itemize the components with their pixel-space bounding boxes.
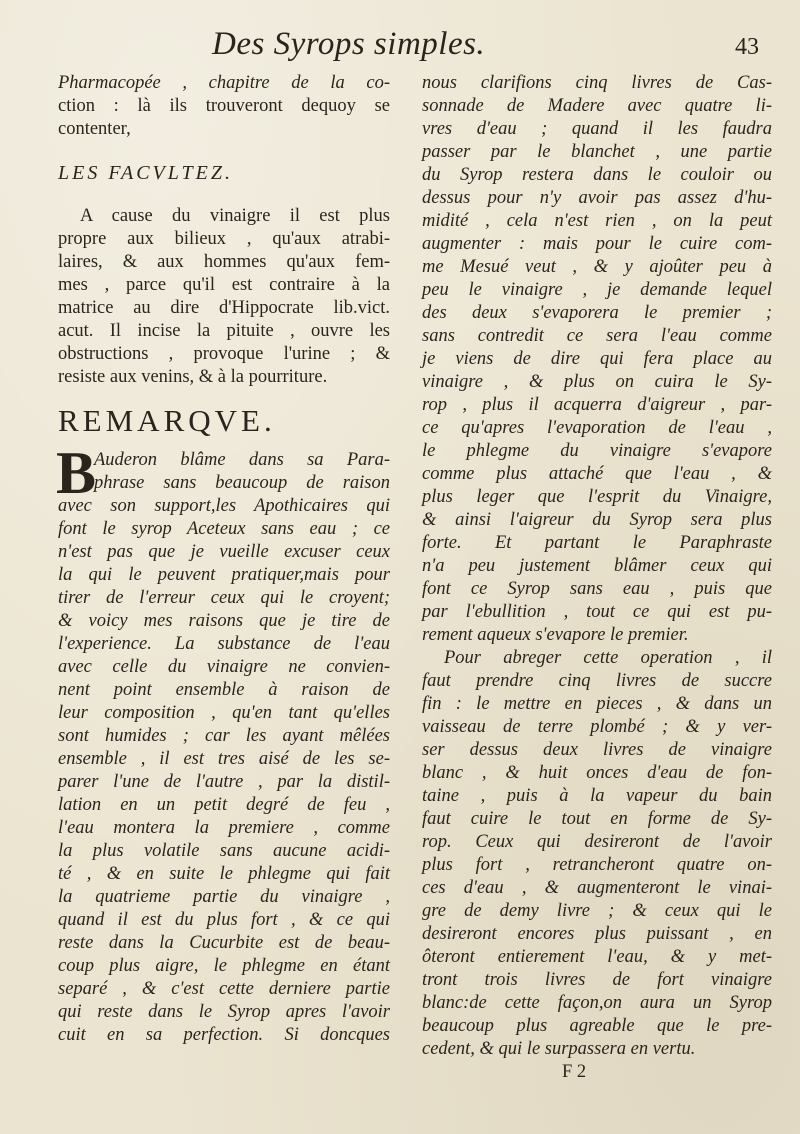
text-line: coup plus aigre, le phlegme en étant: [58, 956, 390, 976]
page-number: 43: [735, 34, 759, 60]
text-line: matrice au dire d'Hippocrate lib.vict.: [58, 298, 390, 318]
text-line: l'experience. La substance de l'eau: [58, 634, 390, 654]
text-line: té , & en suite le phlegme qui fait: [58, 864, 390, 884]
section-heading-facultez: LES FACVLTEZ.: [58, 162, 233, 184]
text-line: ôteront entierement l'eau, & y met-: [422, 947, 772, 967]
text-line: resiste aux venins, & à la pourriture.: [58, 367, 328, 387]
text-line: nent point ensemble à raison de: [58, 680, 390, 700]
text-line: taine , puis à la vapeur du bain: [422, 786, 772, 806]
text-line: forte. Et partant le Paraphraste: [422, 533, 772, 553]
text-line: sont humides ; car les ayant mêlées: [58, 726, 390, 746]
text-line: la quatrieme partie du vinaigre ,: [58, 887, 390, 907]
text-line: ensemble , il est tres aisé de les se-: [58, 749, 390, 769]
right-column: [422, 72, 772, 1084]
text-line: plus fort , retrancheront quatre on-: [422, 855, 772, 875]
remarque-continuation: [422, 72, 772, 647]
text-line: qui reste dans le Syrop apres l'avoir: [58, 1002, 390, 1022]
text-line: contenter,: [58, 119, 131, 139]
text-line: fin : le mettre en pieces , & dans un: [422, 694, 772, 714]
text-line: cuit en sa perfection. Si doncques: [58, 1025, 390, 1045]
text-line: cedent, & qui le surpassera en vertu.: [422, 1039, 696, 1059]
signature-mark: F 2: [562, 1062, 587, 1082]
text-line: font ce Syrop sans eau , puis que: [422, 579, 772, 599]
abreger-paragraph: [422, 647, 772, 1061]
text-line: beaucoup plus agreable que le pre-: [422, 1016, 772, 1036]
text-line: du Syrop restera dans le couloir ou: [422, 165, 772, 185]
text-line: l'eau montera la premiere , comme: [58, 818, 390, 838]
text-line: propre aux bilieux , qu'aux atrabi-: [58, 229, 390, 249]
text-line: nous clarifions cinq livres de Cas-: [422, 73, 772, 93]
text-line: je viens de dire qui fera place au: [422, 349, 772, 369]
intro-paragraph: [58, 72, 390, 141]
text-line: me Mesué veut , & y ajoûter peu à: [422, 257, 772, 277]
text-line: & ainsi l'aigreur du Syrop sera plus: [422, 510, 772, 530]
text-line: Auderon blâme dans sa Para-: [94, 450, 390, 470]
text-line: leur composition , qu'en tant qu'elles: [58, 703, 390, 723]
text-line: desireront encores plus puissant , en: [422, 924, 772, 944]
text-line: par l'ebullition , tout ce qui est pu-: [422, 602, 772, 622]
text-line: rop , plus il acquerra d'aigreur , par-: [422, 395, 772, 415]
remarque-paragraph: [56, 440, 390, 1047]
text-line: dessus pour n'y avoir pas assez d'hu-: [422, 188, 772, 208]
facultez-paragraph: [58, 205, 390, 389]
text-line: faut prendre cinq livres de succre: [422, 671, 772, 691]
text-line: le phlegme du vinaigre s'evapore: [422, 441, 772, 461]
text-line: sans contredit ce sera l'eau comme: [422, 326, 772, 346]
running-head: [0, 26, 800, 70]
text-line: peu le vinaigre , je demande lequel: [422, 280, 772, 300]
text-line: laires, & aux hommes qu'aux fem-: [58, 252, 390, 272]
text-line: vres d'eau ; quand il les faudra: [422, 119, 772, 139]
text-line: ction : là ils trouveront dequoy se: [58, 96, 390, 116]
text-line: separé , & c'est cette derniere partie: [58, 979, 390, 999]
text-line: gre de demy livre ; & ceux qui le: [422, 901, 772, 921]
text-line: avec celle du vinaigre ne convien-: [58, 657, 390, 677]
text-line: Pharmacopée , chapitre de la co-: [58, 73, 390, 93]
text-line: ser dessus deux livres de vinaigre: [422, 740, 772, 760]
text-line: plus leger que l'esprit du Vinaigre,: [422, 487, 772, 507]
drop-cap: B: [56, 440, 97, 506]
text-line: quand il est du plus fort , & ce qui: [58, 910, 390, 930]
text-line: midité , cela n'est rien , on la peut: [422, 211, 772, 231]
text-line: comme plus attaché que l'eau , &: [422, 464, 772, 484]
text-line: passer par le blanchet , une partie: [422, 142, 772, 162]
text-line: rement aqueux s'evapore le premier.: [422, 625, 689, 645]
text-line: parer l'une de l'autre , par la distil-: [58, 772, 390, 792]
text-line: augmenter : mais pour le cuire com-: [422, 234, 772, 254]
text-line: des deux s'evaporera le premier ;: [422, 303, 772, 323]
text-line: A cause du vinaigre il est plus: [80, 206, 390, 226]
text-line: obstructions , provoque l'urine ; &: [58, 344, 390, 364]
text-line: faut cuire le tout en forme de Sy-: [422, 809, 772, 829]
text-line: tirer de l'erreur ceux qui le croyent;: [58, 588, 390, 608]
text-line: ce qu'apres l'evaporation de l'eau ,: [422, 418, 772, 438]
text-line: avec son support,les Apothicaires qui: [58, 496, 390, 516]
text-line: vaisseau de terre plombé ; & y ver-: [422, 717, 772, 737]
text-line: n'a peu justement blâmer ceux qui: [422, 556, 772, 576]
text-line: mes , parce qu'il est contraire à la: [58, 275, 390, 295]
section-heading-remarque: REMARQVE.: [58, 403, 276, 438]
text-line: blanc , & huit onces d'eau de fon-: [422, 763, 772, 783]
text-line: Pour abreger cette operation , il: [444, 648, 772, 668]
left-column: [58, 72, 390, 1047]
text-line: vinaigre , & plus on cuira le Sy-: [422, 372, 772, 392]
text-line: ces d'eau , & augmenteront le vinai-: [422, 878, 772, 898]
text-line: n'est pas que je vueille excuser ceux: [58, 542, 390, 562]
text-line: acut. Il incise la pituite , ouvre les: [58, 321, 390, 341]
text-line: la qui le peuvent pratiquer,mais pour: [58, 565, 390, 585]
text-line: la plus volatile sans aucune acidi-: [58, 841, 390, 861]
text-line: & voicy mes raisons que je tire de: [58, 611, 390, 631]
text-line: tront trois livres de fort vinaigre: [422, 970, 772, 990]
text-line: rop. Ceux qui desireront de l'avoir: [422, 832, 772, 852]
text-line: reste dans la Cucurbite est de beau-: [58, 933, 390, 953]
text-line: font le syrop Aceteux sans eau ; ce: [58, 519, 390, 539]
text-line: sonnade de Madere avec quatre li-: [422, 96, 772, 116]
running-title: Des Syrops simples.: [212, 26, 486, 62]
text-line: blanc:de cette façon,on aura un Syrop: [422, 993, 772, 1013]
text-line: lation en un petit degré de feu ,: [58, 795, 390, 815]
text-line: phrase sans beaucoup de raison: [94, 473, 390, 493]
